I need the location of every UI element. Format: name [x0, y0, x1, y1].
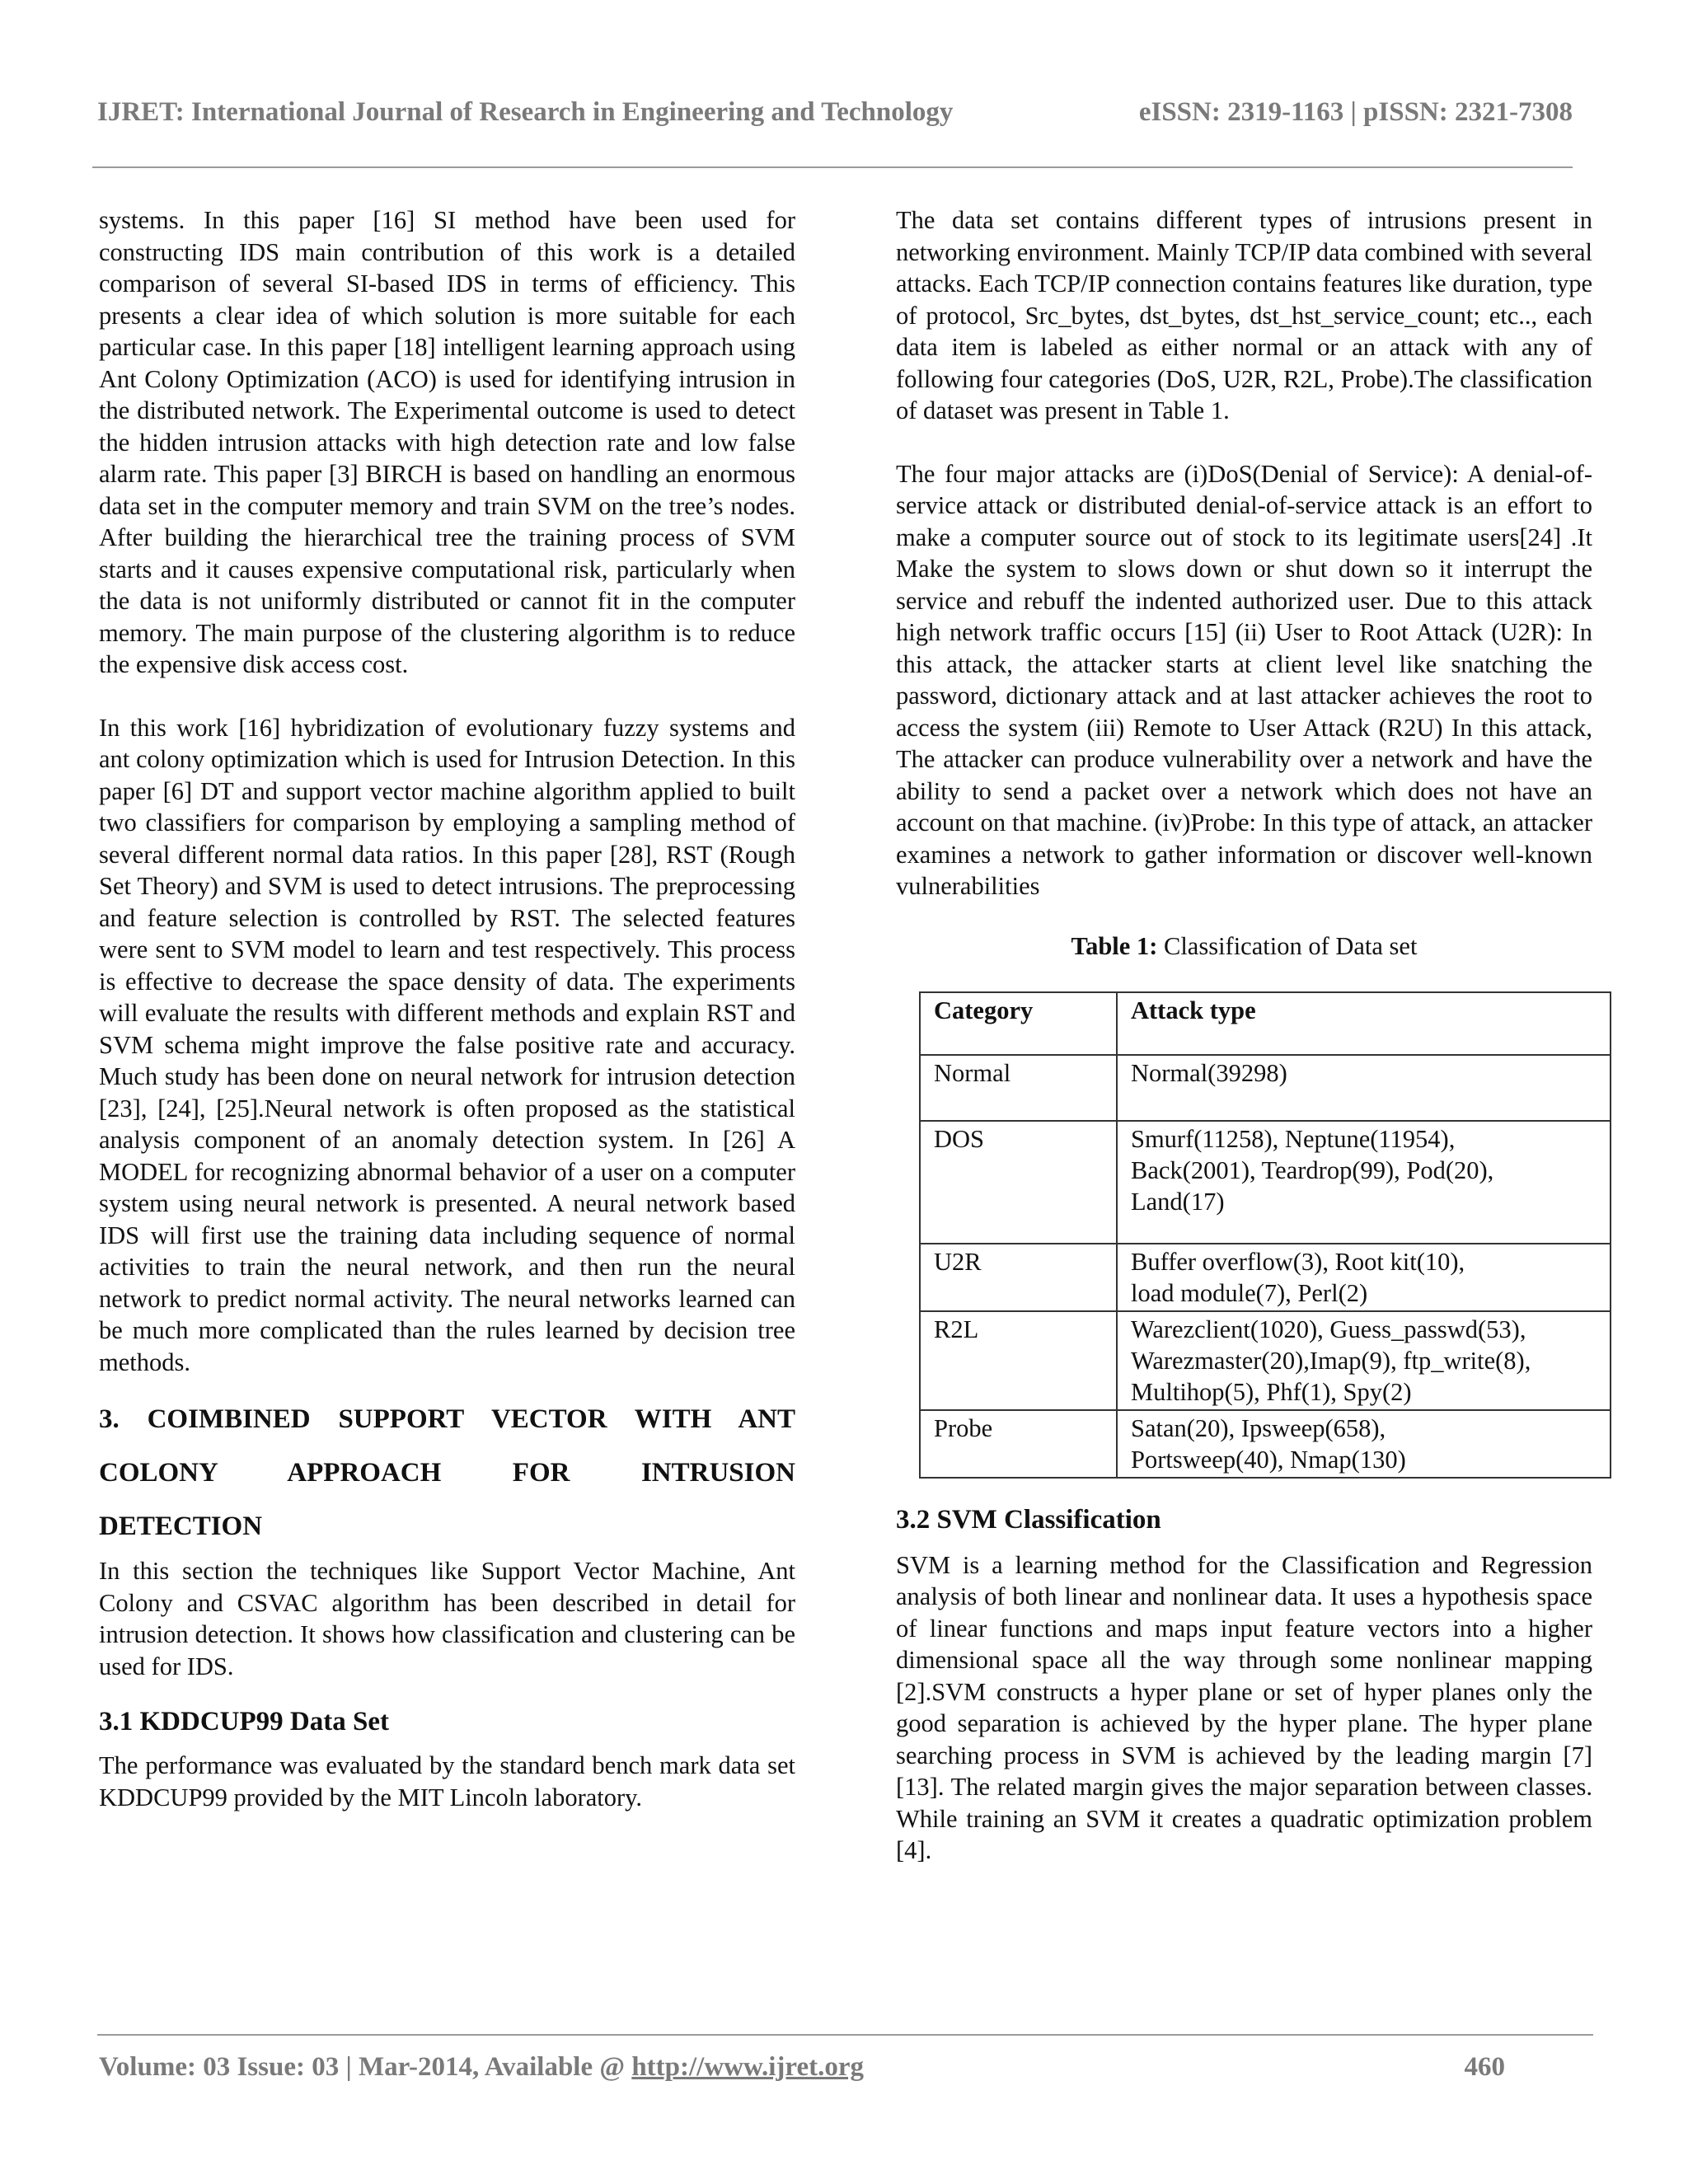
footer-rule [97, 2034, 1593, 2036]
table-row [920, 1311, 1611, 1410]
table-cell-category: Normal [920, 1055, 1117, 1121]
table-row [920, 1121, 1611, 1244]
table-cell-category: R2L [920, 1311, 1117, 1410]
table-caption-text: Classification of Data set [1157, 931, 1418, 960]
table-cell-category: DOS [920, 1121, 1117, 1244]
section-heading [99, 1393, 795, 1554]
table-header-row [920, 992, 1611, 1055]
table-caption [896, 930, 1592, 962]
table-cell-attacks [1117, 1311, 1611, 1410]
attack-line: Satan(20), Ipsweep(658), [1131, 1413, 1386, 1442]
footer-volume [99, 2052, 864, 2083]
running-footer [99, 2052, 1505, 2083]
attack-line: Portsweep(40), Nmap(130) [1131, 1445, 1406, 1474]
attack-line: Multihop(5), Phf(1), Spy(2) [1131, 1377, 1412, 1406]
table-cell-category: Probe [920, 1410, 1117, 1478]
journal-link[interactable]: http://www.ijret.org [631, 2052, 864, 2082]
section-heading-text-last: DETECTION [99, 1511, 263, 1541]
attack-line: Warezmaster(20),Imap(9), ftp_write(8), [1131, 1346, 1531, 1375]
running-header [97, 97, 1573, 128]
table-caption-label: Table 1: [1071, 931, 1158, 960]
table-row [920, 1244, 1611, 1311]
attack-line: load module(7), Perl(2) [1131, 1278, 1368, 1307]
table-row [920, 1410, 1611, 1478]
subsection-heading: 3.2 SVM Classification [896, 1504, 1161, 1535]
page-number: 460 [1464, 2052, 1505, 2082]
paragraph: The data set contains different types of intrusions present in networking environment. Mainly TCP/IP data combined with several attacks. Each TCP/IP connection contains features like duration, type of protocol, Src_bytes, dst_bytes, dst_hst_service_count; etc.., each data item is labeled as either normal or an attack with any of following four categories (DoS, U2R, R2L, Probe).The classification of dataset was present in Table 1. [896, 206, 1592, 424]
table-header-cell: Category [920, 992, 1117, 1055]
table-cell-category: U2R [920, 1244, 1117, 1311]
attack-line: Warezclient(1020), Guess_passwd(53), [1131, 1315, 1526, 1343]
table-cell-attacks [1117, 1244, 1611, 1311]
table-cell-attacks [1117, 1410, 1611, 1478]
footer-volume-text: Volume: 03 Issue: 03 | Mar-2014, Available @ [99, 2052, 632, 2082]
subsection-heading: 3.1 KDDCUP99 Data Set [99, 1707, 389, 1736]
table-row [920, 1055, 1611, 1121]
issn: eISSN: 2319-1163 | pISSN: 2321-7308 [1138, 97, 1573, 127]
paragraph: SVM is a learning method for the Classification and Regression analysis of both linear and nonlinear data. It uses a hypothesis space of linear functions and maps input feature vectors into a higher dimensional space all the way through some nonlinear mapping [2].SVM constructs a hyper plane or set of hyper planes only the good separation is achieved by the hyper plane. The hyper plane searching process in SVM is achieved by the leading margin [7] [13]. The related margin gives the major separation between classes. While training an SVM it creates a quadratic optimization problem [4]. [896, 1550, 1592, 1864]
table-header-cell: Attack type [1117, 992, 1611, 1055]
paragraph: In this work [16] hybridization of evolutionary fuzzy systems and ant colony optimization which is used for Intrusion Detection. In this paper [6] DT and support vector machine algorithm applied to built two classifiers for comparison by employing a sampling method of several different normal data ratios. In this paper [28], RST (Rough Set Theory) and SVM is used to detect intrusions. The preprocessing and feature selection is controlled by RST. The selected features were sent to SVM model to learn and test respectively. This process is effective to decrease the space density of data. The experiments will evaluate the results with different methods and explain RST and SVM schema might improve the false positive rate and accuracy. Much study has been done on neural network for intrusion detection [23], [24], [25].Neural network is often proposed as the statistical analysis component of an anomaly detection system. In [26] A MODEL for recognizing abnormal behavior of a user on a computer system using neural network is presented. A neural network based IDS will first use the training data including sequence of normal activities to train the neural network, and then run the neural network to predict normal activity. The neural networks learned can be much more complicated than the rules learned by decision tree methods. [99, 713, 795, 1376]
journal-title: IJRET: International Journal of Research in Engineering and Technology [97, 97, 954, 127]
attack-line: Buffer overflow(3), Root kit(10), [1131, 1247, 1465, 1276]
right-column [896, 204, 1592, 1867]
paragraph: The four major attacks are (i)DoS(Denial of Service): A denial-of-service attack or distributed denial-of-service attack is an effort to make a computer source out of stock to its legitimate users[24] .It Make the system to slows down or shut down so it interrupt the service and rebuff the indented authorized user. Due to this attack high network traffic occurs [15] (ii) User to Root Attack (U2R): In this attack, the attacker starts at client level like snatching the password, dictionary attack and at last attacker achieves the root to access the system (iii) Remote to User Attack (R2U) In this attack, The attacker can produce vulnerability over a network and have the ability to send a packet over a network which does not have an account on that machine. (iv)Probe: In this type of attack, an attacker examines a network to gather information or discover well-known vulnerabilities [896, 459, 1592, 900]
paragraph: In this section the techniques like Support Vector Machine, Ant Colony and CSVAC algorithm has been described in detail for intrusion detection. It shows how classification and clustering can be used for IDS. [99, 1557, 795, 1680]
left-column [99, 204, 795, 1813]
attack-line: Normal(39298) [1131, 1058, 1287, 1087]
table-cell-attacks [1117, 1121, 1611, 1244]
table-cell-attacks [1117, 1055, 1611, 1121]
paragraph: systems. In this paper [16] SI method have been used for constructing IDS main contribution of this work is a detailed comparison of several SI-based IDS in terms of efficiency. This presents a clear idea of which solution is more suitable for each particular case. In this paper [18] intelligent learning approach using Ant Colony Optimization (ACO) is used for identifying intrusion in the distributed network. The Experimental outcome is used to detect the hidden intrusion attacks with high detection rate and low false alarm rate. This paper [3] BIRCH is based on handling an enormous data set in the computer memory and train SVM on the tree’s nodes. After building the hierarchical tree the training process of SVM starts and it causes expensive computational risk, particularly when the data is not uniformly distributed or cannot fit in the computer memory. The main purpose of the clustering algorithm is to reduce the expensive disk access cost. [99, 206, 795, 678]
classification-table [919, 991, 1611, 1479]
attack-line: Smurf(11258), Neptune(11954), [1131, 1124, 1456, 1153]
paragraph: The performance was evaluated by the standard bench mark data set KDDCUP99 provided by the MIT Lincoln laboratory. [99, 1751, 795, 1811]
attack-line: Land(17) [1131, 1187, 1225, 1216]
attack-line: Back(2001), Teardrop(99), Pod(20), [1131, 1155, 1494, 1184]
header-rule [92, 166, 1573, 168]
section-heading-text: 3. COIMBINED SUPPORT VECTOR WITH ANT COLONY APPROACH FOR INTRUSION [99, 1404, 795, 1488]
